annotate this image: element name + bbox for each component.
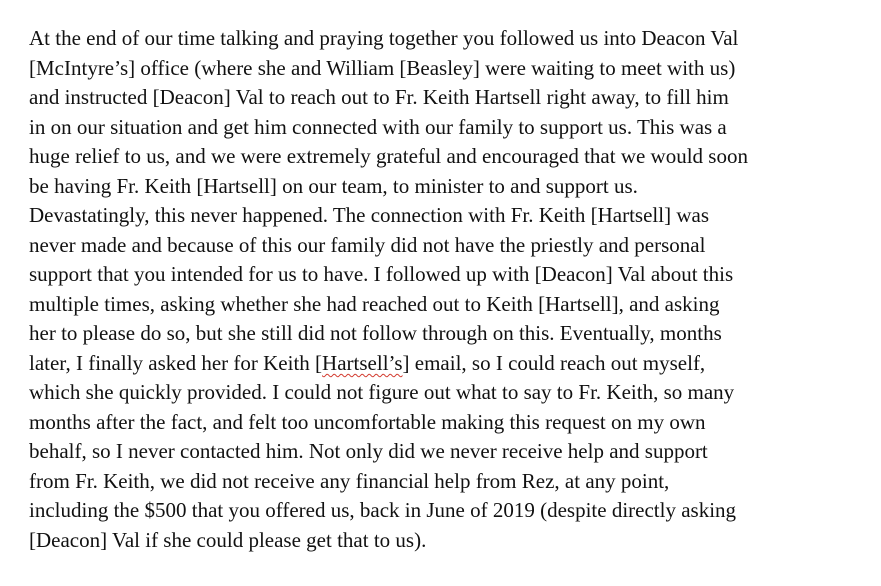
text-line-18: [Deacon] Val if she could please get that to us).	[29, 528, 427, 552]
text-line-12-before: later, I finally asked her for Keith [	[29, 351, 323, 375]
text-line-9: support that you intended for us to have. I followed up with [Deacon] Val about this	[29, 262, 734, 286]
text-line-13: which she quickly provided. I could not figure out what to say to Fr. Keith, so many	[29, 380, 735, 404]
text-line-6: be having Fr. Keith [Hartsell] on our team, to minister to and support us.	[29, 174, 638, 198]
text-line-11: her to please do so, but she still did not follow through on this. Eventually, months	[29, 321, 722, 345]
text-line-5: huge relief to us, and we were extremely grateful and encouraged that we would soon	[29, 144, 748, 168]
text-line-3: and instructed [Deacon] Val to reach out to Fr. Keith Hartsell right away, to fill him	[29, 85, 729, 109]
text-line-17: including the $500 that you offered us, back in June of 2019 (despite directly asking	[29, 498, 737, 522]
text-line-1: At the end of our time talking and praying together you followed us into Deacon Val	[29, 26, 739, 50]
text-line-2: [McIntyre’s] office (where she and William [Beasley] were waiting to meet with us)	[29, 56, 736, 80]
text-line-10: multiple times, asking whether she had reached out to Keith [Hartsell], and asking	[29, 292, 720, 316]
text-line-8: never made and because of this our family did not have the priestly and personal	[29, 233, 706, 257]
text-line-12-after: ] email, so I could reach out myself,	[402, 351, 706, 375]
text-line-4: in on our situation and get him connected with our family to support us. This was a	[29, 115, 727, 139]
text-line-7: Devastatingly, this never happened. The connection with Fr. Keith [Hartsell] was	[29, 203, 709, 227]
text-line-16: from Fr. Keith, we did not receive any financial help from Rez, at any point,	[29, 469, 670, 493]
text-line-14: months after the fact, and felt too uncomfortable making this request on my own	[29, 410, 706, 434]
spellcheck-flagged-word[interactable]: Hartsell’s	[322, 351, 403, 375]
text-line-12	[29, 349, 705, 377]
text-line-15: behalf, so I never contacted him. Not only did we never receive help and support	[29, 439, 708, 463]
